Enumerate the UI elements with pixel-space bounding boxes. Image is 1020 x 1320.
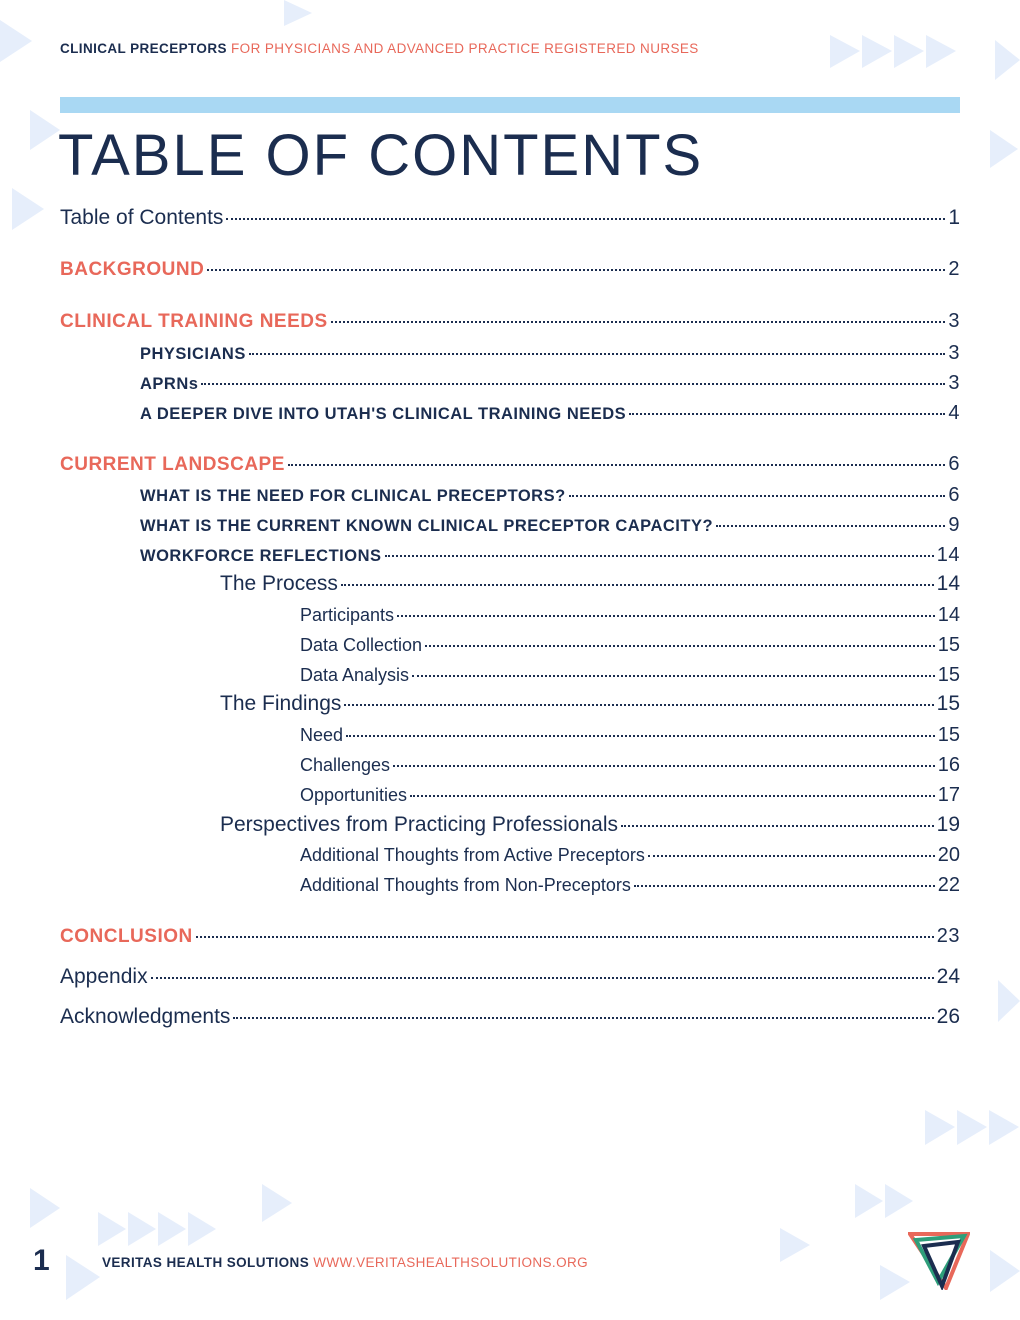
toc-entry[interactable] bbox=[300, 844, 960, 870]
toc-entry[interactable] bbox=[60, 965, 960, 991]
header-subtitle: FOR PHYSICIANS AND ADVANCED PRACTICE REGISTERED NURSES bbox=[231, 41, 699, 56]
toc-dot-leader bbox=[288, 464, 945, 466]
header-brand: CLINICAL PRECEPTORS bbox=[60, 41, 227, 56]
toc-entry-page-number: 20 bbox=[937, 844, 960, 866]
toc-dot-leader bbox=[629, 413, 945, 415]
toc-dot-leader bbox=[226, 218, 945, 220]
toc-entry[interactable] bbox=[140, 484, 960, 510]
toc-entry-page-number: 19 bbox=[936, 813, 960, 836]
toc-entry-page-number: 24 bbox=[936, 965, 960, 988]
toc-entry-label: CURRENT LANDSCAPE bbox=[60, 454, 285, 475]
toc-entry[interactable] bbox=[300, 754, 960, 780]
toc-entry-label: Participants bbox=[300, 605, 395, 625]
toc-entry-page-number: 23 bbox=[936, 925, 960, 947]
toc-entry-label: WHAT IS THE NEED FOR CLINICAL PRECEPTORS? bbox=[140, 487, 566, 505]
toc-entry-page-number: 2 bbox=[948, 258, 960, 280]
toc-entry-page-number: 6 bbox=[948, 484, 960, 506]
toc-entry-page-number: 15 bbox=[937, 664, 960, 686]
toc-dot-leader bbox=[385, 555, 934, 557]
toc-entry-label: WORKFORCE REFLECTIONS bbox=[140, 547, 382, 565]
toc-entry-label: A DEEPER DIVE INTO UTAH'S CLINICAL TRAINING NEEDS bbox=[140, 405, 627, 423]
toc-dot-leader bbox=[397, 615, 935, 617]
toc-entry-page-number: 15 bbox=[937, 724, 960, 746]
toc-dot-leader bbox=[233, 1017, 933, 1019]
toc-dot-leader bbox=[393, 765, 935, 767]
toc-entry-page-number: 14 bbox=[936, 544, 960, 566]
toc-dot-leader bbox=[346, 735, 935, 737]
toc-entry-label: Appendix bbox=[60, 965, 148, 988]
toc-entry-label: Need bbox=[300, 725, 344, 745]
toc-entry[interactable] bbox=[60, 925, 960, 951]
toc-entry-page-number: 3 bbox=[948, 342, 960, 364]
toc-entry[interactable] bbox=[300, 784, 960, 810]
toc-entry[interactable] bbox=[60, 206, 960, 232]
toc-entry-page-number: 6 bbox=[948, 453, 960, 475]
toc-entry[interactable] bbox=[300, 874, 960, 900]
toc-entry[interactable] bbox=[140, 514, 960, 540]
footer-url[interactable]: WWW.VERITASHEALTHSOLUTIONS.ORG bbox=[313, 1255, 589, 1270]
toc-entry-page-number: 14 bbox=[937, 604, 960, 626]
toc-dot-leader bbox=[151, 977, 934, 979]
toc-entry-label: Additional Thoughts from Active Preceptors bbox=[300, 845, 645, 865]
toc-entry-label: Perspectives from Practicing Professionals bbox=[220, 813, 618, 836]
toc-dot-leader bbox=[621, 825, 934, 827]
toc-entry-label: Data Collection bbox=[300, 635, 423, 655]
toc-entry-page-number: 3 bbox=[948, 310, 960, 332]
toc-entry-page-number: 15 bbox=[936, 692, 960, 715]
toc-dot-leader bbox=[410, 795, 935, 797]
toc-entry-page-number: 26 bbox=[936, 1005, 960, 1028]
toc-entry[interactable] bbox=[60, 453, 960, 479]
toc-entry[interactable] bbox=[300, 634, 960, 660]
toc-entry-label: BACKGROUND bbox=[60, 259, 205, 280]
toc-entry[interactable] bbox=[60, 310, 960, 336]
toc-entry-label: CLINICAL TRAINING NEEDS bbox=[60, 311, 328, 332]
toc-dot-leader bbox=[207, 269, 945, 271]
toc-entry-page-number: 15 bbox=[937, 634, 960, 656]
toc-entry-page-number: 17 bbox=[937, 784, 960, 806]
toc-entry-label: Additional Thoughts from Non-Preceptors bbox=[300, 875, 631, 895]
toc-entry-label: Opportunities bbox=[300, 785, 408, 805]
toc-entry-page-number: 4 bbox=[948, 402, 960, 424]
toc-entry[interactable] bbox=[300, 724, 960, 750]
toc-entry-label: The Process bbox=[220, 572, 338, 595]
toc-entry-label: Data Analysis bbox=[300, 665, 410, 685]
toc-entry[interactable] bbox=[140, 544, 960, 570]
toc-entry-label: The Findings bbox=[220, 692, 342, 715]
toc-entry[interactable] bbox=[140, 342, 960, 368]
toc-entry[interactable] bbox=[140, 402, 960, 428]
toc-dot-leader bbox=[196, 936, 934, 938]
toc-entry-page-number: 3 bbox=[948, 372, 960, 394]
page-number: 1 bbox=[33, 1244, 50, 1277]
toc-entry-page-number: 1 bbox=[948, 206, 960, 229]
toc-entry-label: Acknowledgments bbox=[60, 1005, 231, 1028]
toc-entry[interactable] bbox=[300, 664, 960, 690]
toc-dot-leader bbox=[412, 675, 935, 677]
toc-dot-leader bbox=[344, 704, 933, 706]
toc-dot-leader bbox=[341, 584, 934, 586]
footer-company: VERITAS HEALTH SOLUTIONS bbox=[102, 1255, 310, 1270]
toc-entry-page-number: 16 bbox=[937, 754, 960, 776]
toc-entry-label: PHYSICIANS bbox=[140, 345, 246, 363]
toc-entry[interactable] bbox=[220, 813, 960, 839]
toc-dot-leader bbox=[716, 525, 945, 527]
toc-entry-label: Challenges bbox=[300, 755, 391, 775]
toc-entry-label: Table of Contents bbox=[60, 206, 224, 229]
page-title: TABLE OF CONTENTS bbox=[58, 123, 704, 188]
toc-dot-leader bbox=[634, 885, 935, 887]
toc-entry[interactable] bbox=[60, 1005, 960, 1031]
toc-dot-leader bbox=[569, 495, 946, 497]
toc-entry-page-number: 9 bbox=[948, 514, 960, 536]
toc-entry-label: APRNs bbox=[140, 375, 199, 393]
toc-entry[interactable] bbox=[140, 372, 960, 398]
toc-entry-page-number: 14 bbox=[936, 572, 960, 595]
toc-entry-label: CONCLUSION bbox=[60, 926, 193, 947]
toc-entry[interactable] bbox=[220, 692, 960, 718]
toc-entry-label: WHAT IS THE CURRENT KNOWN CLINICAL PRECEPTOR CAPACITY? bbox=[140, 517, 714, 535]
toc-entry[interactable] bbox=[60, 258, 960, 284]
toc-entry-page-number: 22 bbox=[937, 874, 960, 896]
toc-dot-leader bbox=[249, 353, 946, 355]
toc-dot-leader bbox=[331, 321, 946, 323]
toc-entry[interactable] bbox=[220, 572, 960, 598]
toc-dot-leader bbox=[201, 383, 945, 385]
toc-dot-leader bbox=[648, 855, 935, 857]
toc-entry[interactable] bbox=[300, 604, 960, 630]
toc-dot-leader bbox=[425, 645, 935, 647]
